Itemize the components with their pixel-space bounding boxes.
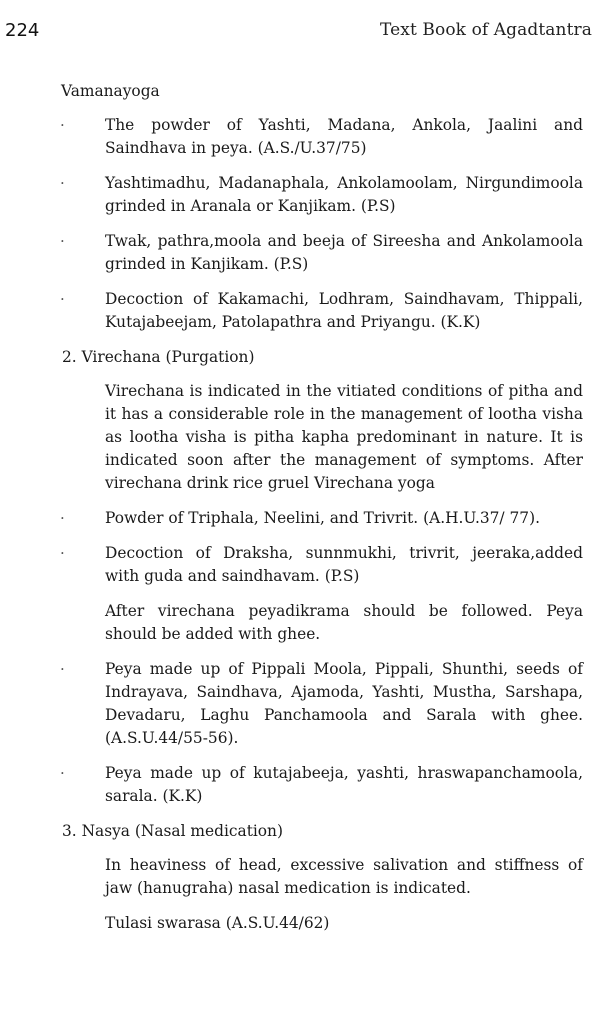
- running-title: Text Book of Agadtantra: [380, 20, 592, 40]
- list-item-text: Yashtimadhu, Madanaphala, Ankolamoolam, Nirgundimoola grinded in Aranala or Kanjikam. (P.S): [105, 174, 583, 215]
- section-heading-nasya: 3. Nasya (Nasal medication): [62, 822, 283, 840]
- list-item: [0, 658, 600, 750]
- bullet-icon: ·: [60, 764, 65, 782]
- bullet-icon: ·: [60, 290, 65, 308]
- list-item: [0, 762, 600, 808]
- bullet-icon: ·: [60, 116, 65, 134]
- bullet-icon: ·: [60, 660, 65, 678]
- section-heading-vamanayoga: Vamanayoga: [61, 82, 160, 100]
- list-item: [0, 542, 600, 588]
- section-heading-virechana: 2. Virechana (Purgation): [62, 348, 255, 366]
- list-item-text: Decoction of Kakamachi, Lodhram, Saindhavam, Thippali, Kutajabeejam, Patolapathra and Priyangu. (K.K): [105, 290, 583, 331]
- paragraph-nasya-yoga: Tulasi swarasa (A.S.U.44/62): [105, 914, 330, 932]
- page-body: [0, 80, 600, 947]
- list-item-text: Peya made up of kutajabeeja, yashti, hraswapanchamoola, sarala. (K.K): [105, 764, 583, 805]
- list-item: [0, 507, 600, 530]
- bullet-icon: ·: [60, 232, 65, 250]
- bullet-icon: ·: [60, 174, 65, 192]
- list-item-text: The powder of Yashti, Madana, Ankola, Jaalini and Saindhava in peya. (A.S./U.37/75): [105, 116, 583, 157]
- list-item-text: Peya made up of Pippali Moola, Pippali, Shunthi, seeds of Indrayava, Saindhava, Ajamoda, Yashti, Mustha, Sarshapa, Devadaru, Laghu Panchamoola and Sarala with ghee. (A.S.U.44/55-56).: [105, 660, 583, 747]
- list-item: [0, 114, 600, 160]
- page-header: [0, 20, 600, 50]
- paragraph-nasya-intro: In heaviness of head, excessive salivation and stiffness of jaw (hanugraha) nasal medication is indicated.: [105, 856, 583, 897]
- list-item: [0, 288, 600, 334]
- page-number: 224: [5, 20, 40, 41]
- list-item: [0, 172, 600, 218]
- list-item-text: Twak, pathra,moola and beeja of Sireesha and Ankolamoola grinded in Kanjikam. (P.S): [105, 232, 583, 273]
- list-item: [0, 230, 600, 276]
- list-item-text: Decoction of Draksha, sunnmukhi, trivrit, jeeraka,added with guda and saindhavam. (P.S): [105, 544, 583, 585]
- bullet-icon: ·: [60, 509, 65, 527]
- paragraph-virechana-intro: Virechana is indicated in the vitiated conditions of pitha and it has a considerable role in the management of lootha visha as lootha visha is pitha kapha predominant in nature. It is indicated soon after the management of symptoms. After virechana drink rice gruel Virechana yoga: [105, 382, 583, 492]
- list-item-text: Powder of Triphala, Neelini, and Trivrit. (A.H.U.37/ 77).: [105, 509, 540, 527]
- paragraph-peyadikrama-note: After virechana peyadikrama should be followed. Peya should be added with ghee.: [105, 602, 583, 643]
- bullet-icon: ·: [60, 544, 65, 562]
